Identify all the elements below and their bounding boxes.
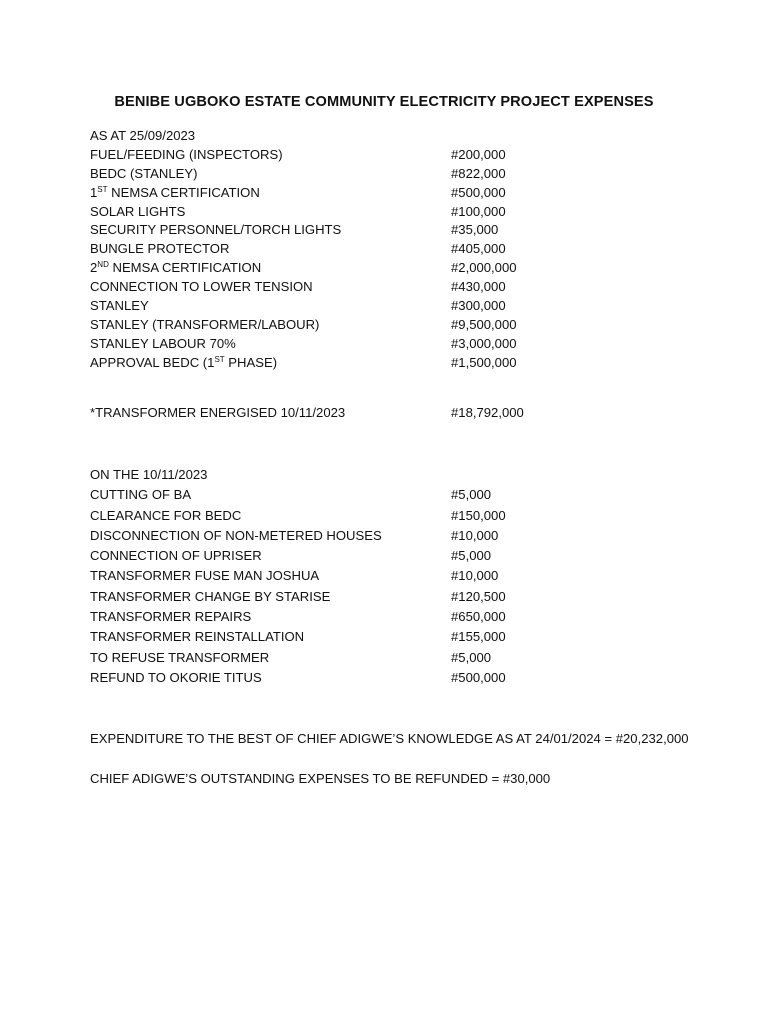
expense-amount: #5,000: [451, 487, 492, 503]
section-heading: ON THE 10/11/2023: [90, 467, 208, 482]
expense-row: [90, 506, 730, 526]
expenditure-summary: EXPENDITURE TO THE BEST OF CHIEF ADIGWE’S KNOWLEDGE AS AT 24/01/2024 = #20,232,000: [90, 731, 689, 746]
expense-label: 2ND NEMSA CERTIFICATION: [90, 260, 262, 276]
expense-amount: #200,000: [451, 146, 506, 162]
expense-amount: #3,000,000: [451, 335, 517, 351]
expense-amount: #155,000: [451, 629, 506, 645]
expense-label: BUNGLE PROTECTOR: [90, 241, 230, 257]
expense-label: TRANSFORMER CHANGE BY STARISE: [90, 588, 331, 604]
expense-row: [90, 354, 730, 373]
expense-list: [90, 146, 730, 373]
expense-amount: #5,000: [451, 649, 492, 665]
expense-amount: #1,500,000: [451, 354, 517, 370]
expense-row: [90, 278, 730, 297]
expense-label: TRANSFORMER FUSE MAN JOSHUA: [90, 568, 320, 584]
expense-amount: #120,500: [451, 588, 506, 604]
subtotal-label: *TRANSFORMER ENERGISED 10/11/2023: [90, 405, 346, 420]
expense-label: SOLAR LIGHTS: [90, 203, 186, 219]
expense-amount: #500,000: [451, 184, 506, 200]
expense-row: [90, 240, 730, 259]
expense-label: STANLEY LABOUR 70%: [90, 335, 236, 351]
expense-amount: #430,000: [451, 279, 506, 295]
expense-amount: #5,000: [451, 548, 492, 564]
expense-label: CLEARANCE FOR BEDC: [90, 507, 242, 523]
expense-row: [90, 607, 730, 627]
expense-row: [90, 668, 730, 688]
subtotal-amount: #18,792,000: [451, 405, 524, 420]
expense-row: [90, 221, 730, 240]
expense-label: BEDC (STANLEY): [90, 165, 198, 181]
expense-label: TO REFUSE TRANSFORMER: [90, 649, 270, 665]
outstanding-expenses: CHIEF ADIGWE’S OUTSTANDING EXPENSES TO BE REFUNDED = #30,000: [90, 771, 551, 786]
expense-label: CUTTING OF BA: [90, 487, 192, 503]
expense-row: [90, 485, 730, 505]
expense-list: [90, 485, 730, 688]
expense-label: STANLEY (TRANSFORMER/LABOUR): [90, 316, 320, 332]
expense-label: SECURITY PERSONNEL/TORCH LIGHTS: [90, 222, 342, 238]
expense-amount: #10,000: [451, 527, 499, 543]
expense-label: TRANSFORMER REPAIRS: [90, 609, 252, 625]
expense-label: DISCONNECTION OF NON-METERED HOUSES: [90, 527, 382, 543]
expense-label: 1ST NEMSA CERTIFICATION: [90, 184, 260, 200]
expense-label: CONNECTION OF UPRISER: [90, 548, 262, 564]
expense-row: [90, 546, 730, 566]
expense-label: STANLEY: [90, 298, 149, 314]
expense-amount: #300,000: [451, 298, 506, 314]
subtotal-row: [90, 404, 730, 423]
expense-row: [90, 566, 730, 586]
expense-amount: #650,000: [451, 609, 506, 625]
expense-amount: #405,000: [451, 241, 506, 257]
expense-label: FUEL/FEEDING (INSPECTORS): [90, 146, 283, 162]
expense-label: REFUND TO OKORIE TITUS: [90, 669, 262, 685]
expense-row: [90, 335, 730, 354]
expense-amount: #100,000: [451, 203, 506, 219]
expense-label: TRANSFORMER REINSTALLATION: [90, 629, 305, 645]
section-heading: AS AT 25/09/2023: [90, 128, 196, 143]
expense-label: CONNECTION TO LOWER TENSION: [90, 279, 313, 295]
expense-row: [90, 316, 730, 335]
expense-row: [90, 587, 730, 607]
expense-amount: #500,000: [451, 669, 506, 685]
expense-amount: #35,000: [451, 222, 499, 238]
expense-amount: #2,000,000: [451, 260, 517, 276]
expense-row: [90, 203, 730, 222]
expense-amount: #9,500,000: [451, 316, 517, 332]
section-on-10-11-2023: [90, 465, 730, 688]
section-as-at-25-09-2023: [90, 127, 730, 373]
expense-row: [90, 165, 730, 184]
expense-label: APPROVAL BEDC (1ST PHASE): [90, 354, 278, 370]
expense-amount: #822,000: [451, 165, 506, 181]
expense-amount: #10,000: [451, 568, 499, 584]
expense-row: [90, 648, 730, 668]
expense-row: [90, 297, 730, 316]
expense-row: [90, 627, 730, 647]
expense-row: [90, 526, 730, 546]
expense-row: [90, 146, 730, 165]
expense-row: [90, 184, 730, 203]
expense-amount: #150,000: [451, 507, 506, 523]
expense-row: [90, 259, 730, 278]
document-title: BENIBE UGBOKO ESTATE COMMUNITY ELECTRICITY PROJECT EXPENSES: [114, 94, 654, 110]
